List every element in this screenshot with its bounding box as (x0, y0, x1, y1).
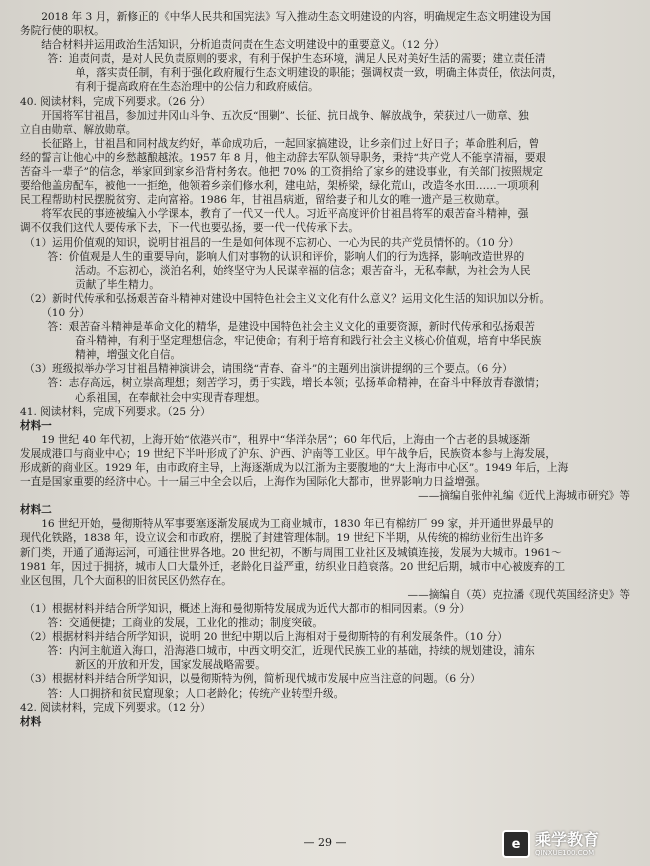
text-line: 立自由勋章、解放勋章。 (20, 123, 137, 136)
watermark-name: 乘学教育 (535, 830, 600, 849)
text-line: 开国将军甘祖昌，参加过井冈山斗争、五次反“围剿”、长征、抗日战争、解放战争，荣获过八一勋章、独 (41, 109, 529, 122)
text-line: 发展成港口与商业中心；19 世纪下半叶形成了沪东、沪西、沪南等工业区。甲午战争后，民族资本参与上海发展， (20, 447, 556, 460)
text-line: 形成新的商业区。1929 年，由市政府主导，上海逐渐成为以江浙为主要腹地的“大上海市中心区”。1949 年后，上海 (20, 462, 569, 474)
text-line: （1）根据材料并结合所学知识，概述上海和曼彻斯特发展成为近代大都市的相同因素。（9 分） (24, 602, 471, 615)
text-line: （3）根据材料并结合所学知识，以曼彻斯特为例，简析现代城市发展中应当注意的问题。（6 分） (24, 673, 481, 686)
text-line: 务院行使的职权。 (20, 25, 105, 38)
page-content (20, 10, 634, 729)
text-line: 答：艰苦奋斗精神是革命文化的精华，是建设中国特色社会主义文化的重要资源，新时代传承和弘扬艰苦 (47, 321, 535, 334)
text-line: （2）新时代传承和弘扬艰苦奋斗精神对建设中国特色社会主义文化有什么意义？运用文化生活的知识加以分析。 (24, 292, 551, 305)
text-line: 经的誓言让他心中的乡愁越酿越浓。1957 年 8 月，他主动辞去军队领导职务，秉持“共产党人不能享清福，要艰 (20, 151, 546, 164)
text-line: 有利于提高政府在生态治理中的公信力和政府威信。 (75, 81, 319, 94)
text-line: 调不仅我们这代人要传承下去，下一代也要弘扬，要一代一代传承下去。 (20, 222, 359, 235)
text-line: （2）根据材料并结合所学知识，说明 20 世纪中期以后上海相对于曼彻斯特的有利发展条件。（10 分） (24, 631, 508, 644)
text-line: 新区的开放和开发，国家发展战略需要。 (75, 659, 266, 672)
text-line: 奋斗精神，有利于坚定理想信念，牢记使命；有利于培育和践行社会主义核心价值观，培育中华民族 (75, 335, 542, 348)
text-line: 苦奋斗一辈子”的信念，举家回到家乡沿背村务农。他把 70% 的工资捐给了家乡的建设事业，有关部门按照规定 (20, 166, 544, 179)
text-line: 现代化铁路，1838 年，设立议会和市政府，摆脱了封建管理体制。19 世纪下半期，从传统的棉纺业衍生出许多 (20, 532, 544, 545)
text-line: （1）运用价值观的知识，说明甘祖昌的一生是如何体现不忘初心、一心为民的共产党员情怀的。（10 分） (24, 236, 520, 249)
text-line: （10 分） (41, 306, 90, 319)
text-line: 40. 阅读材料，完成下列要求。（26 分） (20, 95, 211, 108)
text-line: 16 世纪开始，曼彻斯特从军事要塞逐渐发展成为工商业城市，1830 年已有棉纺厂 99 家，并开通世界最早的 (41, 518, 554, 531)
text-line: ——摘编自张仲礼编《近代上海城市研究》等 (418, 490, 630, 503)
page-number: — 29 — (303, 836, 347, 849)
text-line: 单，落实责任制，有利于强化政府履行生态文明建设的职能；强调权责一致，明确主体责任，依法问责， (75, 67, 563, 80)
text-line: 要给他盖房配车，被他一一拒绝，他领着乡亲们修水利，建电站，架桥梁，绿化荒山，改造冬水田……一项项利 (20, 180, 540, 193)
e-icon: e (502, 830, 530, 858)
text-line: 民工程帮助村民摆脱贫穷、走向富裕。1986 年，甘祖昌病逝，留给妻子和儿女的唯一遗产是三枚勋章。 (20, 194, 506, 207)
text-line: 活动。不忘初心，淡泊名利，始终坚守为人民谋幸福的信念；艰苦奋斗，无私奉献，为社会为人民 (75, 264, 531, 277)
text-line: （3）班级拟举办学习甘祖昌精神演讲会，请围绕“青春、奋斗”的主题列出演讲提纲的三个要点。（6 分） (24, 363, 513, 376)
text-line: 一直是国家重要的经济中心。十一届三中全会以后，上海作为国际化大都市，世界影响力日益增强。 (20, 476, 487, 489)
text-line: 材料一 (20, 419, 52, 432)
text-line: 将军农民的事迹被编入小学课本，教育了一代又一代人。习近平高度评价甘祖昌将军的艰苦奋斗精神，强 (41, 208, 529, 221)
text-line: 新门类，开通了通海运河，可通往世界各地。20 世纪初，不断与周围工业社区及城镇连接，发展为大城市。1961～ (20, 546, 562, 559)
text-line: 业区包围，几个大面积的旧贫民区仍然存在。 (20, 574, 232, 587)
text-line: 长征路上，甘祖昌和同村战友约好，革命成功后，一起回家搞建设，让乡亲们过上好日子；革命胜利后，曾 (41, 137, 540, 150)
text-line: 答：价值观是人生的重要导向，影响人们对事物的认识和评价，影响人们的行为选择，影响改造世界的 (47, 250, 525, 263)
text-line: 19 世纪 40 年代初，上海开始“依港兴市”，租界中“华洋杂居”；60 年代后，上海由一个古老的县城逐渐 (41, 433, 530, 446)
text-line: 答：内河主航道入海口，沿海港口城市，中西文明交汇，近现代民族工业的基础，持续的规划建设，浦东 (47, 645, 535, 658)
text-line: 材料二 (20, 504, 52, 517)
text-line: 结合材料并运用政治生活知识，分析追责问责在生态文明建设中的重要意义。（12 分） (41, 39, 445, 52)
watermark-logo (502, 826, 638, 862)
text-line: 答：人口拥挤和贫民窟现象；人口老龄化；传统产业转型升级。 (47, 687, 345, 700)
text-line: 1981 年，因过于拥挤，城市人口大量外迁，老龄化日益严重，纺织业日趋衰落。20 世纪后期，城市中心被废弃的工 (20, 560, 566, 573)
text-line: ——摘编自（英）克拉潘《现代英国经济史》等 (407, 588, 630, 601)
text-line: 42. 阅读材料，完成下列要求。（12 分） (20, 701, 211, 714)
text-line: 材料 (20, 715, 42, 728)
text-line: 41. 阅读材料，完成下列要求。（25 分） (20, 405, 211, 418)
text-line: 心系祖国，在奉献社会中实现青春理想。 (75, 391, 266, 404)
text-line: 2018 年 3 月，新修正的《中华人民共和国宪法》写入推动生态文明建设的内容，明确规定生态文明建设为国 (41, 11, 552, 23)
text-line: 精神，增强文化自信。 (75, 349, 182, 362)
text-line: 答：交通便捷；工商业的发展，工业化的推动；制度突破。 (47, 617, 323, 630)
text-line: 答：志存高远，树立崇高理想；刻苦学习，勇于实践，增长本领；弘扬革命精神，在奋斗中释放青春激情； (47, 377, 546, 390)
watermark-url: QINXUE100.COM (535, 849, 595, 857)
text-line: 贡献了毕生精力。 (75, 278, 160, 291)
text-line: 答：追责问责，是对人民负责原则的要求，有利于保护生态环境，满足人民对美好生活的需要；建立责任清 (47, 53, 546, 66)
